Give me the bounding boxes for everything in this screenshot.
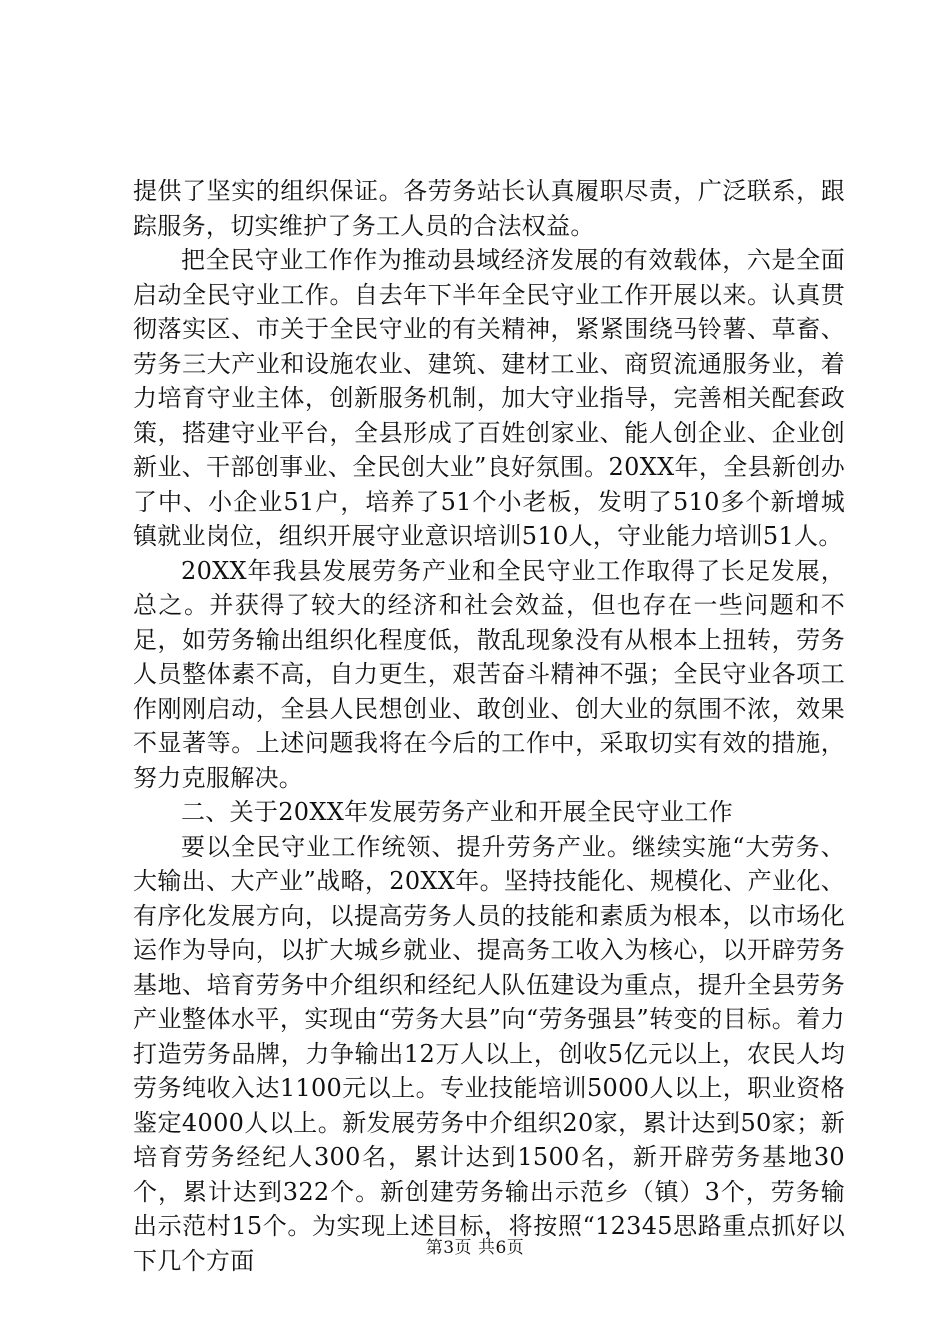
document-body	[133, 174, 845, 1278]
page-number: 第3页 共6页	[425, 1238, 525, 1258]
paragraph-continuation: 提供了坚实的组织保证。各劳务站长认真履职尽责，广泛联系，跟踪服务，切实维护了务工人员的合法权益。	[133, 177, 845, 240]
paragraph-summary-problems: 20XX年我县发展劳务产业和全民守业工作取得了长足发展，总之。并获得了较大的经济和社会效益，但也存在一些问题和不足，如劳务输出组织化程度低，散乱现象没有从根本上扭转，劳务人员整体素不高，自力更生，艰苦奋斗精神不强；全民守业各项工作刚刚启动，全县人民想创业、敢创业、创大业的氛围不浓，效果不显著等。上述问题我将在今后的工作中，采取切实有效的措施，努力克服解决。	[133, 556, 845, 792]
section-heading-2: 二、关于20XX年发展劳务产业和开展全民守业工作	[181, 798, 733, 826]
paragraph-goals: 要以全民守业工作统领、提升劳务产业。继续实施“大劳务、大输出、大产业”战略，20XX年。坚持技能化、规模化、产业化、有序化发展方向，以提高劳务人员的技能和素质为根本，以市场化运作为导向，以扩大城乡就业、提高务工收入为核心，以开辟劳务基地、培育劳务中介组织和经纪人队伍建设为重点，提升全县劳务产业整体水平，实现由“劳务大县”向“劳务强县”转变的目标。着力打造劳务品牌，力争输出12万人以上，创收5亿元以上，农民人均劳务纯收入达1100元以上。专业技能培训5000人以上，职业资格鉴定4000人以上。新发展劳务中介组织20家，累计达到50家；新培育劳务经纪人300名，累计达到1500名，新开辟劳务基地30个，累计达到322个。新创建劳务输出示范乡（镇）3个，劳务输出示范村15个。为实现上述目标，将按照“12345思路重点抓好以下几个方面	[133, 832, 845, 1275]
paragraph-full-employment-work: 把全民守业工作作为推动县域经济发展的有效载体，六是全面启动全民守业工作。自去年下半年全民守业工作开展以来。认真贯彻落实区、市关于全民守业的有关精神，紧紧围绕马铃薯、草畜、劳务三大产业和设施农业、建筑、建材工业、商贸流通服务业，着力培育守业主体，创新服务机制，加大守业指导，完善相关配套政策，搭建守业平台，全县形成了百姓创家业、能人创企业、企业创新业、干部创事业、全民创大业”良好氛围。20XX年，全县新创办了中、小企业51户，培养了51个小老板，发明了510多个新增城镇就业岗位，组织开展守业意识培训510人，守业能力培训51人。	[133, 246, 845, 550]
